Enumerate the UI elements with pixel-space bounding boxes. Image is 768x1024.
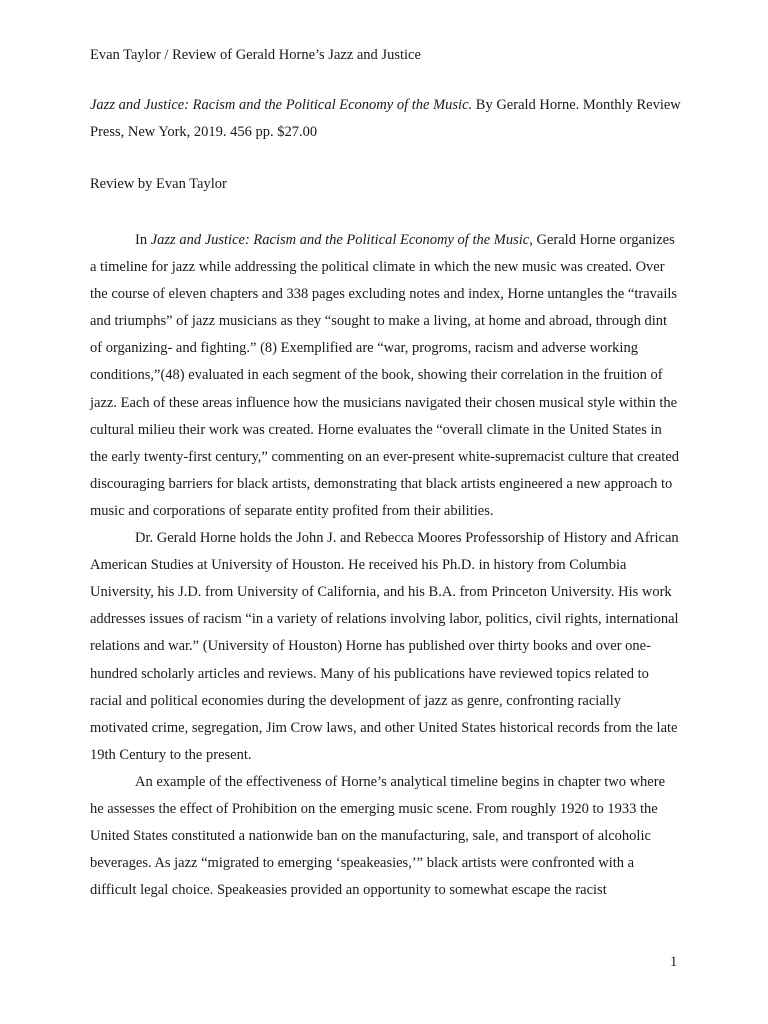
- review-body: [90, 227, 682, 904]
- book-citation: [90, 92, 682, 146]
- citation-details: By Gerald Horne. Monthly Review Press, New York, 2019. 456 pp. $27.00: [90, 97, 681, 140]
- page-number: 1: [670, 954, 678, 970]
- document-page: [90, 0, 682, 1024]
- paragraph-3: An example of the effectiveness of Horne’s analytical timeline begins in chapter two where he assesses the effect of Prohibition on the emerging music scene. From roughly 1920 to 1933 the United States constituted a nationwide ban on the manufacturing, sale, and transport of alcoholic beverages. As jazz “migrated to emerging ‘speakeasies,’” black artists were confronted with a difficult legal choice. Speakeasies provided an opportunity to somewhat escape the racist: [90, 773, 666, 899]
- review-byline: Review by Evan Taylor: [90, 176, 227, 192]
- paragraph-1: [90, 227, 682, 525]
- paragraph-2: Dr. Gerald Horne holds the John J. and Rebecca Moores Professorship of History and African American Studies at University of Houston. He received his Ph.D. in history from Columbia University, his J.D. from University of California, and his B.A. from Princeton University. His work addresses issues of racism “in a variety of relations involving labor, politics, civil rights, international relations and war.” (University of Houston) Horne has published over thirty books and over one-hundred scholarly articles and reviews. Many of his publications have reviewed topics related to racial and political economies during the development of jazz as genre, confronting racially motivated crime, segregation, Jim Crow laws, and other United States historical records from the late 19th Century to the present.: [90, 530, 679, 763]
- citation-book-title: Jazz and Justice: Racism and the Political Economy of the Music.: [90, 97, 473, 113]
- paragraph-1-text: , Gerald Horne organizes a timeline for jazz while addressing the political climate in which the new music was created. Over the course of eleven chapters and 338 pages excluding notes and index, Horne untangles the “travails and triumphs” of jazz musicians as they “sought to make a living, at home and abroad, through dint of organizing- and fighting.” (8) Exemplified are “war, progroms, racism and adverse working conditions,”(48) evaluated in each segment of the book, showing their correlation in the fruition of jazz. Each of these areas influence how the musicians navigated their chosen musical style within the cultural milieu their work was created. Horne evaluates the “overall climate in the United States in the early twenty-first century,” commenting on an ever-present white-supremacist culture that created discouraging barriers for black artists, demonstrating that black artists engineered a new approach to music and corporations of separate entity profited from their abilities.: [90, 232, 679, 519]
- paragraph-1-lead: In: [135, 232, 151, 248]
- running-header: Evan Taylor / Review of Gerald Horne’s Jazz and Justice: [90, 47, 421, 63]
- paragraph-1-book-title: Jazz and Justice: Racism and the Political Economy of the Music: [150, 232, 530, 248]
